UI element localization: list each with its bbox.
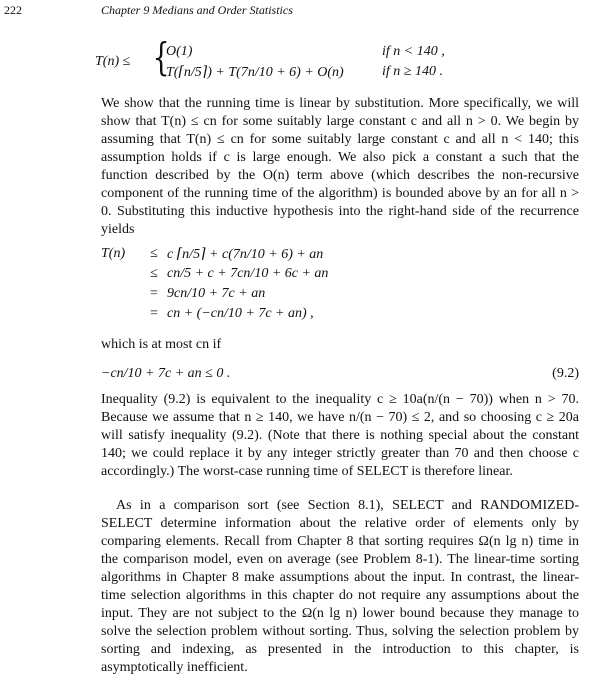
paragraph-comparison-sort: As in a comparison sort (see Section 8.1), SELECT and RANDOMIZED-SELECT determine information about the relative order of elements only by comparing elements. Recall from Chapter 8 that sorting requires Ω(n lg n) time in the comparison model, even on average (see Problem 8-1). The linear-time sorting algorithms in Chapter 8 make assumptions about the input. In contrast, the linear-time selection algorithms in this chapter do not require any assumptions about the input. They are not subject to the Ω(n lg n) lower bound because they manage to solve the selection problem without sorting. Thus, solving the selection problem by sorting and indexing, as presented in the introduction to this chapter, is asymptotically inefficient. xyxy=(101,498,579,675)
derivation-rhs: cn/5 + c + 7cn/10 + 6c + an xyxy=(167,266,329,281)
which-is-at-most: which is at most cn if xyxy=(101,337,222,352)
recurrence-case-2: T(⌈n/5⌉) + T(7n/10 + 6) + O(n) xyxy=(166,65,344,80)
recurrence-lhs: T(n) ≤ xyxy=(95,54,131,69)
running-head: Chapter 9 Medians and Order Statistics xyxy=(101,3,293,17)
derivation-relation: = xyxy=(150,306,158,321)
equation-number: (9.2) xyxy=(552,366,579,381)
left-brace-icon: { xyxy=(152,35,170,79)
derivation-rhs: 9cn/10 + 7c + an xyxy=(167,286,266,301)
paragraph-inequality: Inequality (9.2) is equivalent to the inequality c ≥ 10a(n/(n − 70)) when n > 70. Because we assume that n ≥ 140, we have n/(n − 70) ≤ 2, and so choosing c ≥ 20a will satisfy inequality (9.2). (Note that there is nothing special about the constant 140; we could replace it by any integer strictly greater than 70 and then choose c accordingly.) The worst-case running time of SELECT is therefore linear. xyxy=(101,392,579,479)
derivation-relation: = xyxy=(150,286,158,301)
page-number: 222 xyxy=(4,3,22,17)
paragraph-substitution-intro: We show that the running time is linear by substitution. More specifically, we will show that T(n) ≤ cn for some suitably large constant c and all n > 0. We begin by assuming that T(n) ≤ cn for some suitably large constant c and all n < 140; this assumption holds if c is large enough. We also pick a constant a such that the function described by the O(n) term above (which describes the non-recursive component of the running time of the algorithm) is bounded above by an for all n > 0. Substituting this inductive hypothesis into the right-hand side of the recurrence yields xyxy=(101,96,579,237)
derivation-lhs: T(n) xyxy=(101,246,126,261)
recurrence-cond-2: if n ≥ 140 . xyxy=(382,64,443,79)
recurrence-cond-1: if n < 140 , xyxy=(382,44,445,59)
recurrence-case-1: O(1) xyxy=(166,44,193,59)
derivation-rhs: c ⌈n/5⌉ + c(7n/10 + 6) + an xyxy=(167,247,324,262)
derivation-relation: ≤ xyxy=(150,266,158,281)
derivation-rhs: cn + (−cn/10 + 7c + an) , xyxy=(167,306,314,321)
derivation-relation: ≤ xyxy=(150,246,158,261)
equation-expression: −cn/10 + 7c + an ≤ 0 . xyxy=(101,366,231,381)
